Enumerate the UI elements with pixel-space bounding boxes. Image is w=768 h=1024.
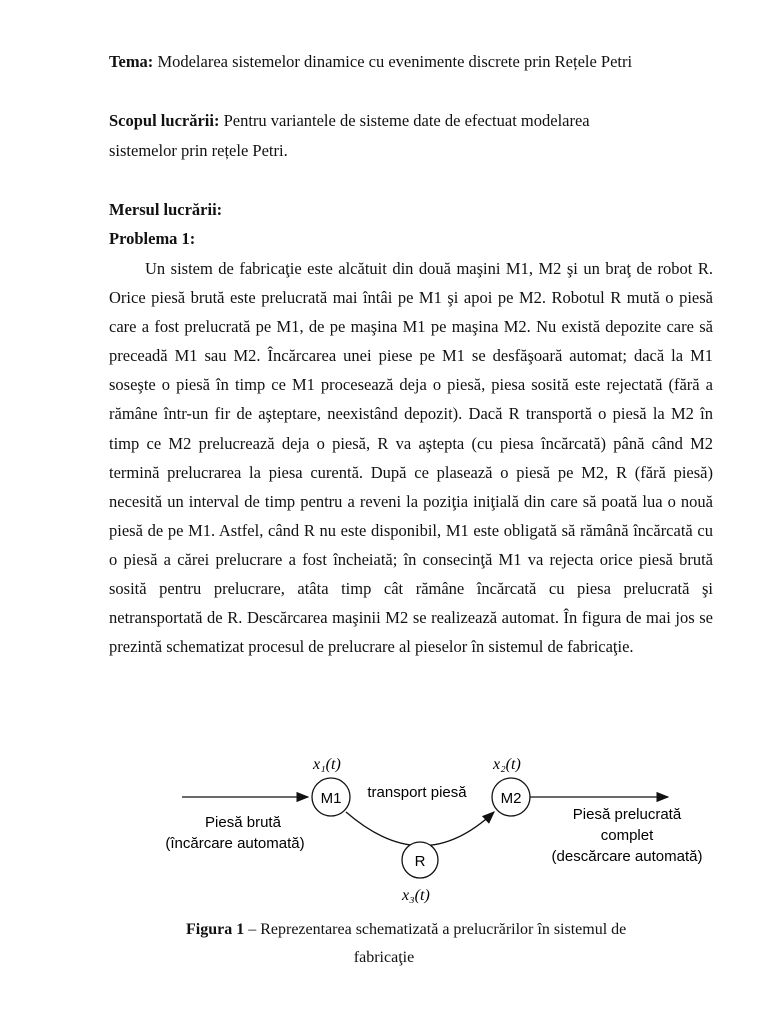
output-label-1: Piesă prelucrată	[572, 806, 682, 823]
input-label-2: (încărcare automată)	[165, 835, 305, 852]
r-label: R	[414, 853, 426, 870]
scop-label: Scopul lucrării:	[109, 111, 220, 130]
scop-text-1: Pentru variantele de sisteme date de efectuat modelarea	[219, 111, 590, 130]
m1-label: M1	[320, 790, 342, 807]
output-label-3: (descărcare automată)	[551, 848, 703, 865]
problema-heading: Problema 1:	[109, 229, 196, 248]
figure-caption-line-1	[186, 920, 706, 940]
transport-arrow	[346, 812, 494, 846]
mersul-heading: Mersul lucrării:	[109, 200, 223, 219]
m2-label: M2	[500, 790, 522, 807]
tema-line	[109, 52, 632, 72]
caption-label: Figura 1	[186, 921, 245, 938]
scop-line-1	[109, 111, 590, 131]
tema-label: Tema:	[109, 52, 154, 71]
problem-paragraph: Un sistem de fabricaţie este alcătuit din două maşini M1, M2 şi un braţ de robot R. Orice piesă brută este prelucrată mai întâi pe M1 şi apoi pe M2. Robotul R mută o piesă care a fost prelucrată pe M1, de pe maşina M1 pe maşina M2. Nu există depozite care să preceadă M1 sau M2. Încărcarea unei piese pe M1 se desfăşoară automat; dacă la M1 soseşte o piesă în timp ce M1 procesează deja o piesă, piesa sosită este rejectată (fără a rămâne într-un fir de aşteptare, neexistând depozit). Dacă R transportă o piesă la M2 în timp ce M2 prelucrează deja o piesă, R va aştepta (cu piesa încărcată) până când M2 termină prelucrarea la piesa curentă. După ce plasează o piesă pe M2, R (fără piesă) necesită un interval de timp pentru a reveni la poziţia iniţială din care să poată lua o nouă piesă de pe M1. Astfel, când R nu este disponibil, M1 este obligată să rămână încărcată cu o piesă a cărei prelucrare a fost încheiată; în consecinţă M1 va rejecta orice piesă brută sosită pentru prelucrare, atâta timp cât rămâne încărcată cu piesa prelucrată şi netransportată de R. Descărcarea maşinii M2 se realizează automat. În figura de mai jos se prezintă schematizat procesul de prelucrare al pieselor în sistemul de fabricaţie.	[109, 259, 713, 657]
x2-label: x₂(t)	[493, 756, 521, 773]
x3-label: x₃(t)	[402, 887, 430, 904]
scop-text-2: sistemelor prin rețele Petri.	[109, 141, 288, 160]
caption-text-1: – Reprezentarea schematizată a prelucrărilor în sistemul de	[244, 921, 627, 938]
transport-label: transport piesă	[367, 784, 467, 801]
input-label-1: Piesă brută	[205, 814, 281, 831]
figure-diagram	[150, 745, 740, 910]
x1-label: x₁(t)	[313, 756, 341, 773]
tema-text: Modelarea sistemelor dinamice cu evenimente discrete prin Rețele Petri	[153, 52, 633, 71]
figure-caption-line-2: fabricaţie	[353, 949, 415, 966]
output-label-2: complet	[600, 827, 654, 844]
